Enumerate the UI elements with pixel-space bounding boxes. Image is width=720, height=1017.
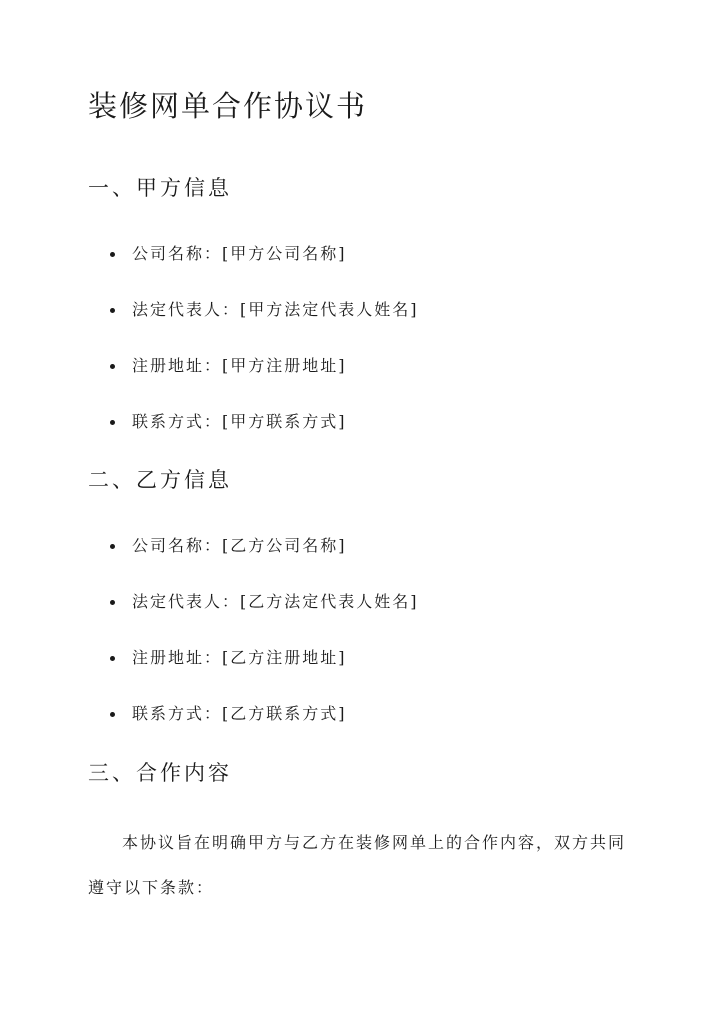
party-b-company-name: 公司名称：[乙方公司名称] [132,536,347,555]
bullet-icon [110,600,115,605]
bullet-icon [110,656,115,661]
party-a-company-name: 公司名称：[甲方公司名称] [132,244,347,263]
bullet-icon [110,364,115,369]
section-heading-party-b: 二、乙方信息 [88,468,232,492]
section-heading-cooperation: 三、合作内容 [88,761,232,785]
bullet-icon [110,420,115,425]
bullet-icon [110,712,115,717]
party-b-registered-address: 注册地址：[乙方注册地址] [132,648,347,667]
party-b-legal-representative: 法定代表人：[乙方法定代表人姓名] [132,592,419,611]
party-b-contact: 联系方式：[乙方联系方式] [132,704,347,723]
cooperation-paragraph: 本协议旨在明确甲方与乙方在装修网单上的合作内容，双方共同遵守以下条款： [88,833,627,897]
document-title: 装修网单合作协议书 [88,89,368,123]
bullet-icon [110,308,115,313]
section-heading-party-a: 一、甲方信息 [88,176,232,200]
bullet-icon [110,544,115,549]
party-a-contact: 联系方式：[甲方联系方式] [132,412,347,431]
party-a-legal-representative: 法定代表人：[甲方法定代表人姓名] [132,300,419,319]
bullet-icon [110,252,115,257]
party-a-registered-address: 注册地址：[甲方注册地址] [132,356,347,375]
